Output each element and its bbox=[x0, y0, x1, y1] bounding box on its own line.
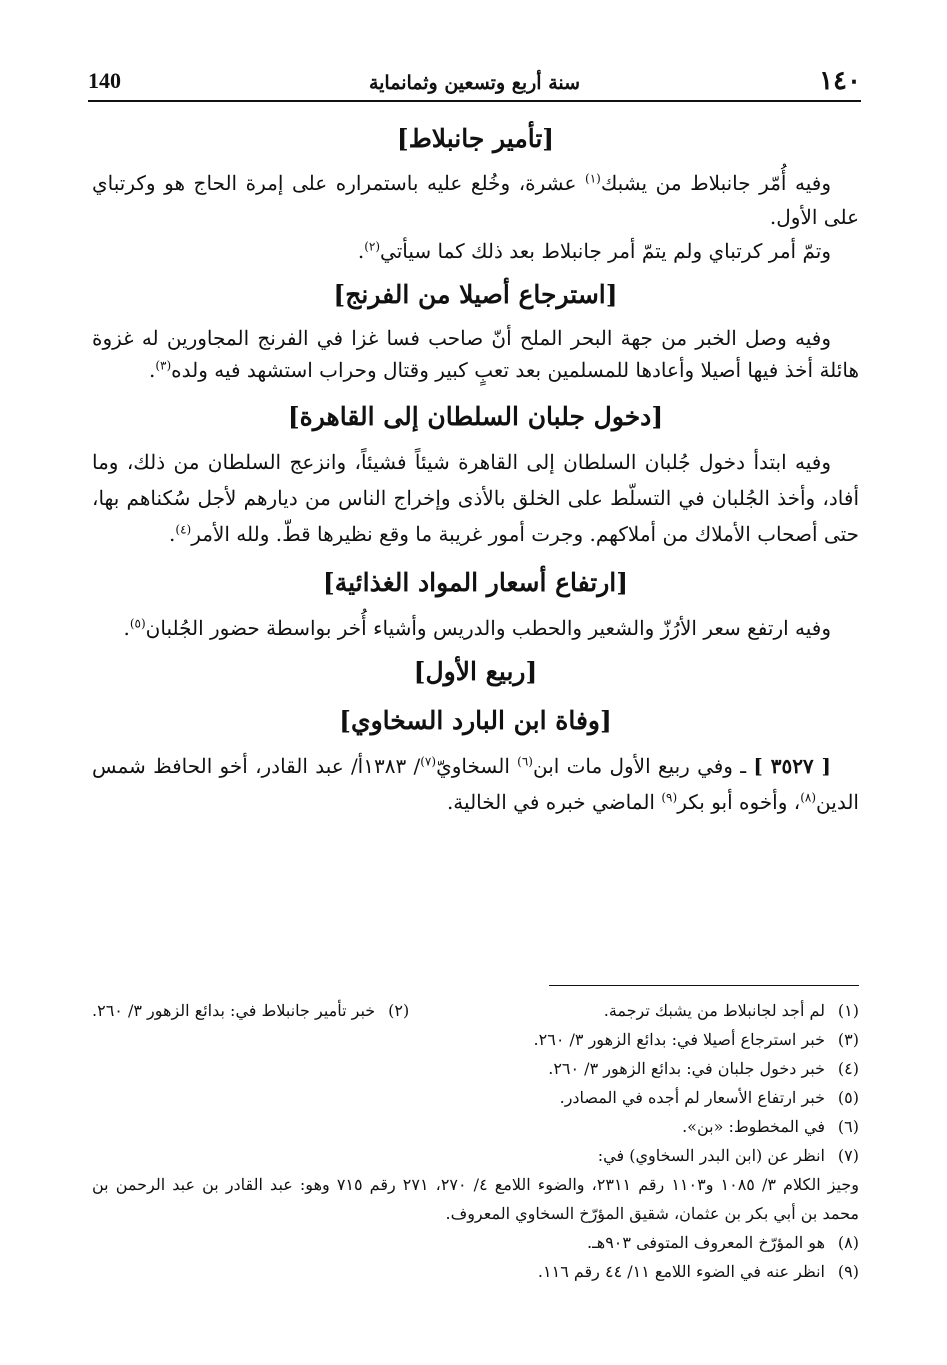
paragraph: وفيه أُمّر جانبلاط من يشبك$^{(١)}$ عشرة، وخُلع عليه باستمراره على إمرة الحاج هو وكرتباي على الأول. bbox=[92, 171, 859, 229]
footnote-separator bbox=[549, 985, 859, 986]
paragraph: وفيه ارتفع سعر الأرُزّ والشعير والحطب والدريس وأشياء أُخر بواسطة حضور الجُلبان$^{(٥)}$. bbox=[123, 616, 831, 640]
footnotes bbox=[92, 996, 859, 1286]
footnote: (٤)خبر دخول جلبان في: بدائع الزهور ٣/ ٢٦٠. bbox=[548, 1059, 859, 1078]
footnote-ref[interactable]: (٥) bbox=[129, 616, 146, 631]
footnote: (٧)انظر عن (ابن البدر السخاوي) في: bbox=[597, 1146, 859, 1165]
section-heading: [ارتفاع أسعار المواد الغذائية] bbox=[322, 568, 629, 597]
footnote: (٣)خبر استرجاع أصيلا في: بدائع الزهور ٣/ ٢٦٠. bbox=[533, 1030, 859, 1049]
section-heading: [وفاة ابن البارد السخاوي] bbox=[339, 706, 612, 735]
footnote-ref[interactable]: (٢) bbox=[364, 239, 381, 254]
page-number-latin: 140 bbox=[88, 68, 121, 93]
running-title: سنة أربع وتسعين وثمانماية bbox=[368, 72, 581, 94]
section-heading: [استرجاع أصيلا من الفرنج] bbox=[333, 280, 618, 309]
paragraph: وفيه وصل الخبر من جهة البحر الملح أنّ صاحب فسا غزا في الفرنج المجاورين له غزوة هائلة أخذ فيها أصيلا وأعادها للمسلمين بعد تعبٍ كبير وقتال وحراب استشهد فيه ولده$^{(٣)}$. bbox=[92, 326, 859, 382]
page-header bbox=[88, 60, 861, 102]
paragraph: [ ٣٥٢٧ ] ـ وفي ربيع الأول مات ابن$^{(٦)}$ السخاويّ$^{(٧)}$/ ١٣٨٣أ/ عبد القادر، أخو الحافظ شمس الدين$^{(٨)}$، وأخوه أبو بكر$^{(٩)}$ الماضي خبره في الخالية. bbox=[92, 754, 859, 814]
footnote: (٦)في المخطوط: «بن». bbox=[682, 1117, 859, 1136]
section-heading: [دخول جلبان السلطان إلى القاهرة] bbox=[287, 402, 664, 431]
paragraph: وتمّ أمر كرتباي ولم يتمّ أمر جانبلاط بعد ذلك كما سيأتي$^{(٢)}$. bbox=[357, 239, 831, 263]
main-text bbox=[92, 112, 859, 820]
paragraph: وفيه ابتدأ دخول جُلبان السلطان إلى القاهرة شيئاً فشيئاً، وانزعج السلطان من ذلك، وما أفاد، وأخذ الجُلبان في التسلّط على الخلق بالأذى وإخراج الناس من ديارهم لأجل سُكناهم بها، حتى أصحاب الأملاك من أملاكهم. وجرت أمور غريبة ما وقع نظيرها قطّ. ولله الأمر$^{(٤)}$. bbox=[92, 450, 859, 546]
footnote-row bbox=[92, 996, 859, 1025]
footnote: (١)لم أجد لجانبلاط من يشبك ترجمة. bbox=[603, 1001, 859, 1020]
footnote-ref[interactable]: (٧) bbox=[420, 754, 437, 769]
footnote-ref[interactable]: (٤) bbox=[175, 522, 192, 537]
page-number-arabic: ١٤٠ bbox=[819, 66, 861, 96]
footnote: (٥)خبر ارتفاع الأسعار لم أجده في المصادر. bbox=[559, 1088, 859, 1107]
footnote-ref[interactable]: (٨) bbox=[800, 790, 817, 805]
footnote-continuation: وجيز الكلام ٣/ ١٠٨٥ و١١٠٣ رقم ٢٣١١، والضوء اللامع ٤/ ٢٧٠، ٢٧١ رقم ٧١٥ وهو: عبد القادر بن عبد الرحمن بن محمد بن أبي بكر بن عثمان، شقيق المؤرّخ السخاوي المعروف. bbox=[92, 1175, 859, 1223]
entry-number: [ ٣٥٢٧ ] bbox=[753, 754, 832, 778]
month-heading: [ربيع الأول] bbox=[413, 657, 538, 686]
footnote-ref[interactable]: (٩) bbox=[661, 790, 678, 805]
section-heading: [تأمير جانبلاط] bbox=[396, 124, 555, 153]
footnote-ref[interactable]: (٦) bbox=[517, 754, 533, 769]
footnote: (٩)انظر عنه في الضوء اللامع ١١/ ٤٤ رقم ١١٦. bbox=[537, 1262, 859, 1281]
footnote: (٢)خبر تأمير جانبلاط في: بدائع الزهور ٣/ ٢٦٠. bbox=[92, 1001, 410, 1020]
footnote-ref[interactable]: (٣) bbox=[155, 358, 172, 373]
footnote: (٨)هو المؤرّخ المعروف المتوفى ٩٠٣هـ. bbox=[586, 1233, 859, 1252]
footnote-ref[interactable]: (١) bbox=[585, 171, 601, 186]
